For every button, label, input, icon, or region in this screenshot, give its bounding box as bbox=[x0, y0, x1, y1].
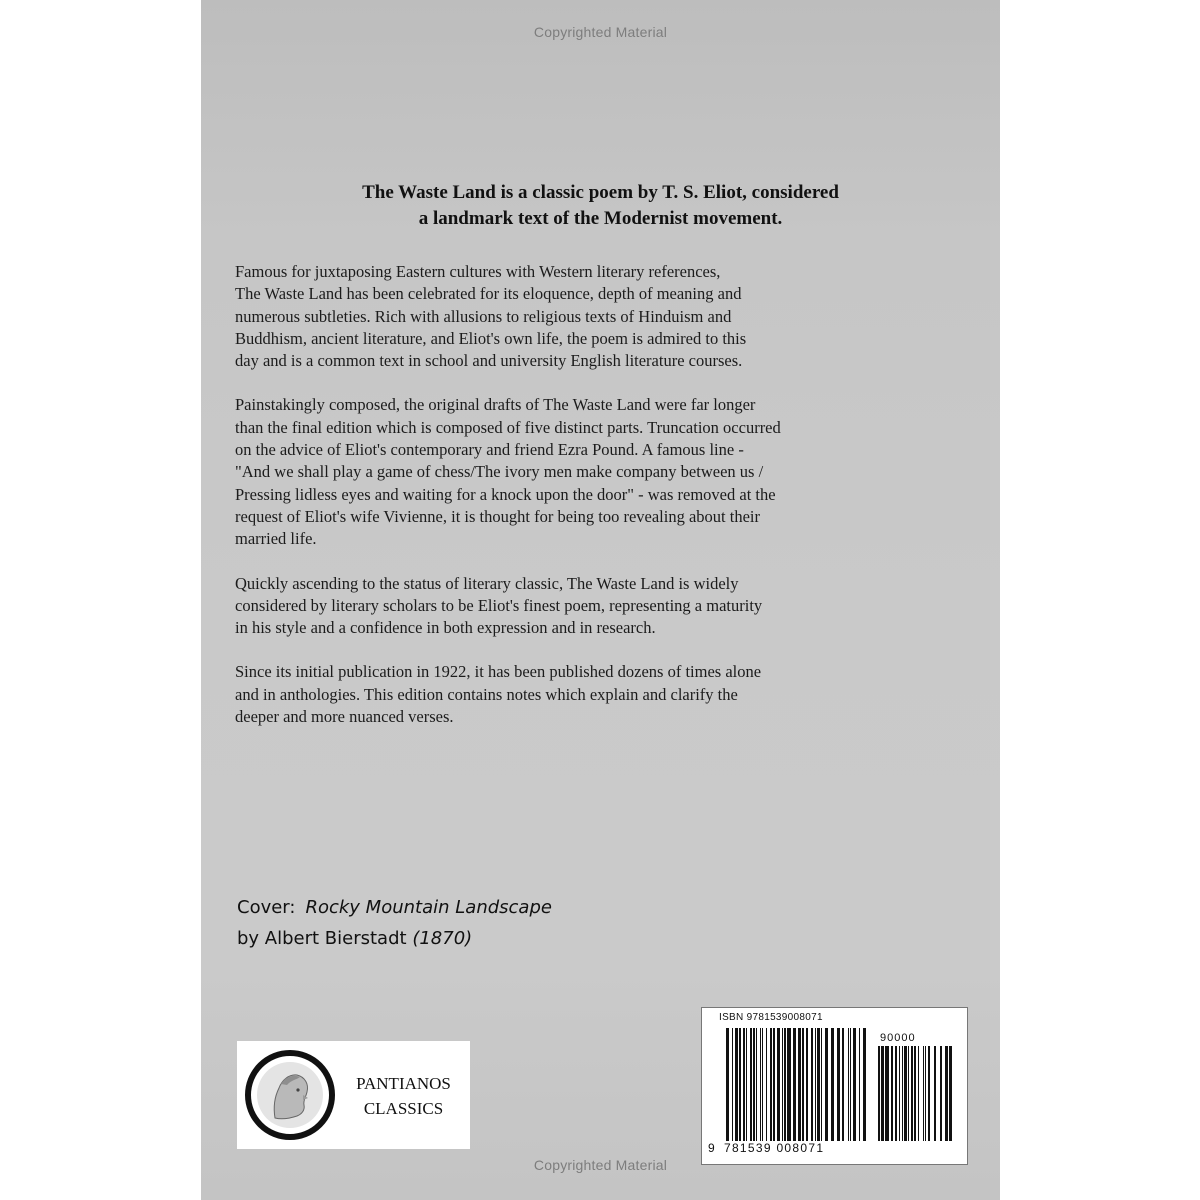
text-line: Buddhism, ancient literature, and Eliot's own life, the poem is admired to this bbox=[235, 328, 747, 348]
addon-digits: 90000 bbox=[880, 1032, 916, 1044]
blurb bbox=[235, 261, 970, 750]
artist-name: by Albert Bierstadt bbox=[237, 928, 407, 949]
text-line: than the final edition which is composed of five distinct parts. Truncation occurred bbox=[235, 417, 781, 437]
text-line: numerous subtleties. Rich with allusions to religious texts of Hinduism and bbox=[235, 306, 732, 326]
barcode-digit-number: 781539 008071 bbox=[723, 1141, 825, 1155]
publisher-name-line: CLASSICS bbox=[363, 1099, 444, 1118]
headline-line: The Waste Land is a classic poem by T. S. Eliot, considered bbox=[362, 182, 839, 203]
text-line: married life. bbox=[235, 529, 317, 549]
text-line: considered by literary scholars to be Eliot's finest poem, representing a maturity bbox=[235, 595, 763, 615]
text-line: Famous for juxtaposing Eastern cultures with Western literary references, bbox=[235, 262, 721, 281]
credit-line-painting bbox=[237, 892, 552, 923]
credit-label: Cover: bbox=[237, 897, 296, 918]
text-line: Painstakingly composed, the original drafts of The Waste Land were far longer bbox=[235, 395, 756, 415]
text-line: and in anthologies. This edition contains notes which explain and clarify the bbox=[235, 684, 738, 704]
ean-barcode-icon bbox=[726, 1028, 866, 1141]
addon-barcode-icon bbox=[878, 1046, 954, 1141]
publisher-logo bbox=[237, 1041, 470, 1149]
barcode-digit-prefix: 9 bbox=[708, 1141, 716, 1155]
text-line: in his style and a confidence in both expression and in research. bbox=[235, 618, 656, 638]
blurb-paragraph bbox=[235, 394, 970, 550]
back-cover bbox=[201, 0, 1000, 1200]
text-line: request of Eliot's wife Vivienne, it is thought for being too revealing about their bbox=[235, 506, 760, 526]
headline-line: a landmark text of the Modernist movement. bbox=[418, 208, 783, 229]
headline bbox=[241, 180, 960, 232]
text-line: Pressing lidless eyes and waiting for a knock upon the door" - was removed at the bbox=[235, 484, 776, 504]
blurb-paragraph bbox=[235, 573, 970, 640]
coin-medallion-icon bbox=[245, 1050, 335, 1140]
blurb-paragraph bbox=[235, 261, 970, 372]
painting-year: (1870) bbox=[412, 928, 473, 949]
text-line: Since its initial publication in 1922, it has been published dozens of times alone bbox=[235, 662, 762, 682]
watermark-bottom: Copyrighted Material bbox=[533, 1157, 668, 1173]
credit-line-artist bbox=[237, 923, 552, 954]
text-line: "And we shall play a game of chess/The ivory men make company between us / bbox=[235, 462, 764, 482]
cover-credit bbox=[237, 892, 552, 954]
text-line: day and is a common text in school and university English literature courses. bbox=[235, 351, 743, 371]
text-line: deeper and more nuanced verses. bbox=[235, 707, 454, 727]
publisher-name bbox=[341, 1071, 466, 1121]
publisher-name-line: PANTIANOS bbox=[356, 1074, 451, 1093]
barcode-digits bbox=[708, 1141, 824, 1155]
text-line: The Waste Land has been celebrated for its eloquence, depth of meaning and bbox=[235, 284, 742, 304]
painting-title: Rocky Mountain Landscape bbox=[305, 897, 552, 918]
blurb-paragraph bbox=[235, 661, 970, 728]
isbn-barcode bbox=[701, 1007, 968, 1165]
text-line: on the advice of Eliot's contemporary and friend Ezra Pound. A famous line - bbox=[235, 440, 744, 460]
watermark-top: Copyrighted Material bbox=[533, 24, 668, 40]
text-line: Quickly ascending to the status of literary classic, The Waste Land is widely bbox=[235, 573, 739, 593]
isbn-label: ISBN 9781539008071 bbox=[719, 1012, 823, 1023]
